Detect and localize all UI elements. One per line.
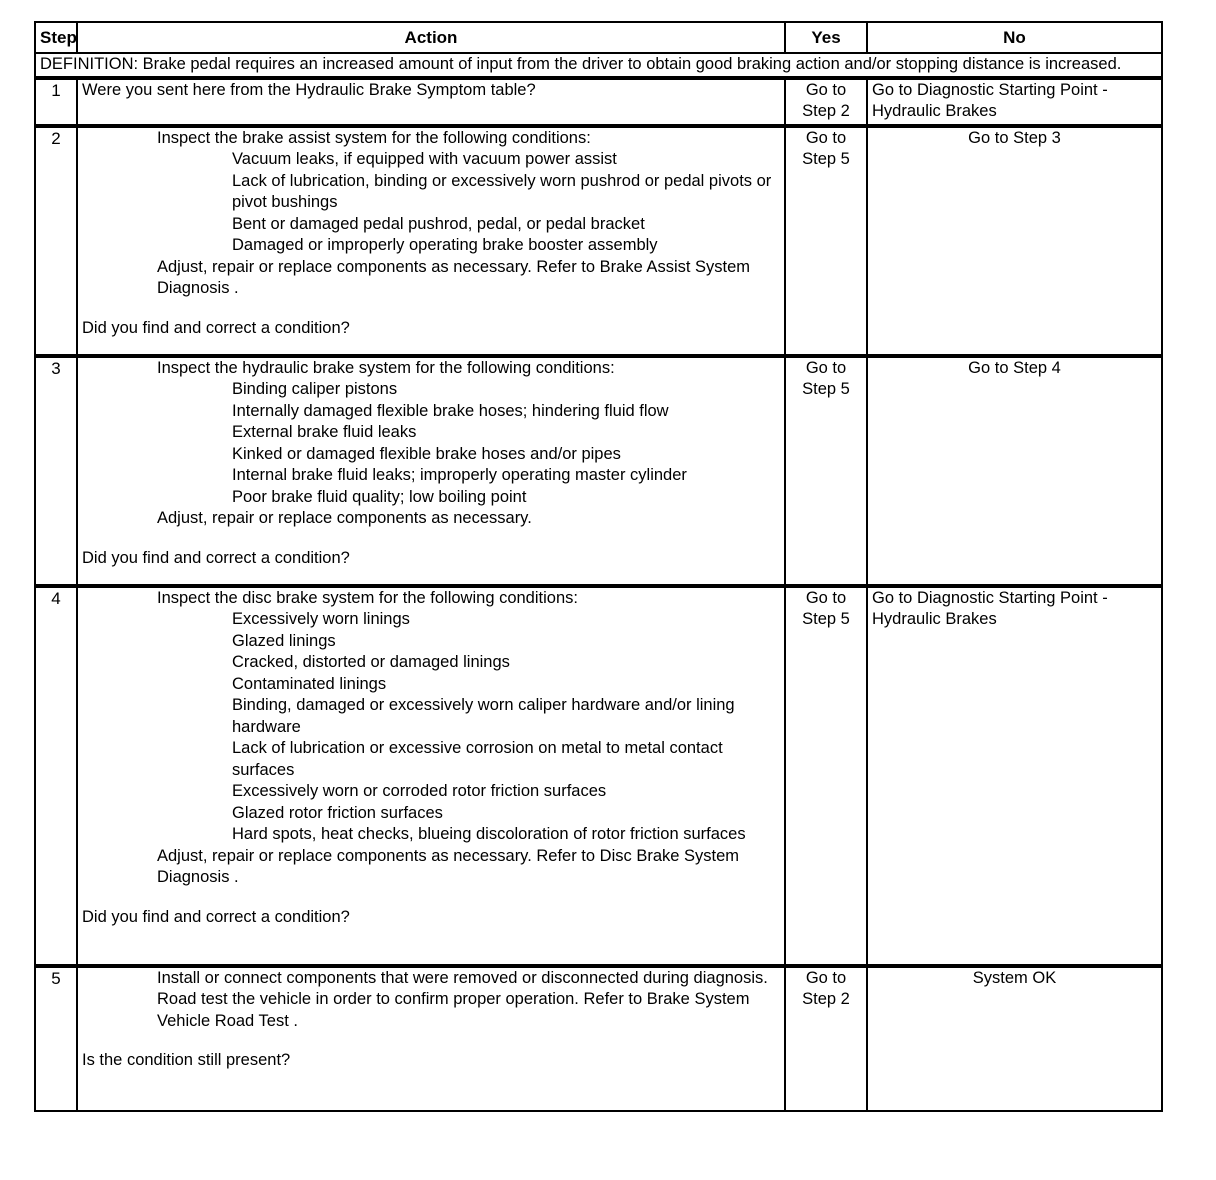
list-item: Contaminated linings xyxy=(232,674,387,693)
yes-line: Step 2 xyxy=(802,102,850,120)
no-line: Go to Diagnostic Starting Point - xyxy=(872,588,1108,607)
step-question: Did you find and correct a condition? xyxy=(82,318,350,337)
step-number: 1 xyxy=(35,78,77,126)
instruction-block xyxy=(82,128,780,300)
header-no: No xyxy=(867,22,1162,53)
condition-list xyxy=(157,149,780,257)
step-row-1 xyxy=(35,78,1162,126)
yes-line: Step 5 xyxy=(802,380,850,398)
step-row-3 xyxy=(35,356,1162,586)
yes-line: Step 5 xyxy=(802,150,850,168)
list-item: Binding caliper pistons xyxy=(232,380,398,398)
step-number: 5 xyxy=(35,966,77,1111)
instruction-block xyxy=(82,588,780,889)
yes-line: Go to xyxy=(805,80,847,99)
list-item: External brake fluid leaks xyxy=(232,423,417,441)
diagnostic-table xyxy=(34,21,1163,1112)
definition-text: DEFINITION: Brake pedal requires an increased amount of input from the driver to obtain good braking action and/or stopping distance is increased. xyxy=(35,53,1162,78)
list-item: Binding, damaged or excessively worn caliper hardware and/or lining hardware xyxy=(232,696,735,736)
list-item: Vacuum leaks, if equipped with vacuum power assist xyxy=(232,150,617,168)
header-row xyxy=(35,22,1162,53)
instruction-block xyxy=(82,968,780,1033)
instruction-intro: Inspect the hydraulic brake system for the following conditions: xyxy=(157,358,615,377)
condition-list xyxy=(157,609,780,846)
step-action xyxy=(77,126,785,356)
list-item: Bent or damaged pedal pushrod, pedal, or pedal bracket xyxy=(232,214,645,233)
step-row-4 xyxy=(35,586,1162,966)
yes-cell xyxy=(785,356,867,586)
list-item: Glazed linings xyxy=(232,631,336,650)
list-item: Damaged or improperly operating brake booster assembly xyxy=(232,236,658,254)
step-action xyxy=(77,356,785,586)
list-item: Lack of lubrication or excessive corrosion on metal to metal contact surfaces xyxy=(232,739,723,779)
yes-line: Go to xyxy=(805,128,847,147)
instruction-intro: Install or connect components that were removed or disconnected during diagnosis. xyxy=(157,968,768,987)
list-item: Lack of lubrication, binding or excessively worn pushrod or pedal pivots or pivot bushings xyxy=(232,171,772,211)
step-row-2 xyxy=(35,126,1162,356)
header-action: Action xyxy=(77,22,785,53)
step-number: 2 xyxy=(35,126,77,356)
step-question: Were you sent here from the Hydraulic Brake Symptom table? xyxy=(77,78,785,126)
step-question: Did you find and correct a condition? xyxy=(82,907,350,926)
list-item: Kinked or damaged flexible brake hoses and/or pipes xyxy=(232,444,621,463)
no-line: Go to Diagnostic Starting Point - xyxy=(872,80,1108,99)
no-cell: System OK xyxy=(867,966,1162,1111)
header-yes: Yes xyxy=(785,22,867,53)
list-item: Cracked, distorted or damaged linings xyxy=(232,653,510,671)
step-action xyxy=(77,966,785,1111)
step-row-5 xyxy=(35,966,1162,1111)
list-item: Internal brake fluid leaks; improperly operating master cylinder xyxy=(232,466,687,484)
yes-line: Go to xyxy=(805,358,847,377)
list-item: Poor brake fluid quality; low boiling point xyxy=(232,487,527,506)
yes-cell xyxy=(785,586,867,966)
list-item: Hard spots, heat checks, blueing discoloration of rotor friction surfaces xyxy=(232,825,746,843)
list-item: Excessively worn or corroded rotor friction surfaces xyxy=(232,782,607,800)
instruction-outro: Adjust, repair or replace components as necessary. Refer to Disc Brake System Diagnosis . xyxy=(157,846,740,886)
yes-cell xyxy=(785,78,867,126)
yes-cell xyxy=(785,966,867,1111)
step-question: Is the condition still present? xyxy=(82,1051,291,1069)
yes-line: Step 2 xyxy=(802,990,850,1008)
no-cell xyxy=(867,586,1162,966)
no-cell: Go to Step 4 xyxy=(867,356,1162,586)
no-cell: Go to Step 3 xyxy=(867,126,1162,356)
header-step: Step xyxy=(35,22,77,53)
instruction-block xyxy=(82,358,780,530)
instruction-outro: Adjust, repair or replace components as necessary. Refer to Brake Assist System Diagnosis . xyxy=(157,257,751,297)
yes-cell xyxy=(785,126,867,356)
step-action xyxy=(77,586,785,966)
list-item: Internally damaged flexible brake hoses; hindering fluid flow xyxy=(232,401,669,420)
no-line: Hydraulic Brakes xyxy=(872,610,997,628)
yes-line: Step 5 xyxy=(802,610,850,628)
yes-line: Go to xyxy=(805,968,847,987)
instruction-intro: Inspect the disc brake system for the following conditions: xyxy=(157,588,578,607)
step-question: Did you find and correct a condition? xyxy=(82,548,350,567)
definition-row xyxy=(35,53,1162,78)
list-item: Excessively worn linings xyxy=(232,610,410,628)
step-number: 4 xyxy=(35,586,77,966)
no-line: Hydraulic Brakes xyxy=(872,102,997,120)
step-number: 3 xyxy=(35,356,77,586)
condition-list xyxy=(157,379,780,508)
instruction-outro: Road test the vehicle in order to confirm proper operation. Refer to Brake System Vehicle Road Test . xyxy=(157,990,750,1030)
no-cell xyxy=(867,78,1162,126)
instruction-intro: Inspect the brake assist system for the following conditions: xyxy=(157,128,591,147)
instruction-outro: Adjust, repair or replace components as necessary. xyxy=(157,509,532,527)
yes-line: Go to xyxy=(805,588,847,607)
list-item: Glazed rotor friction surfaces xyxy=(232,803,443,822)
